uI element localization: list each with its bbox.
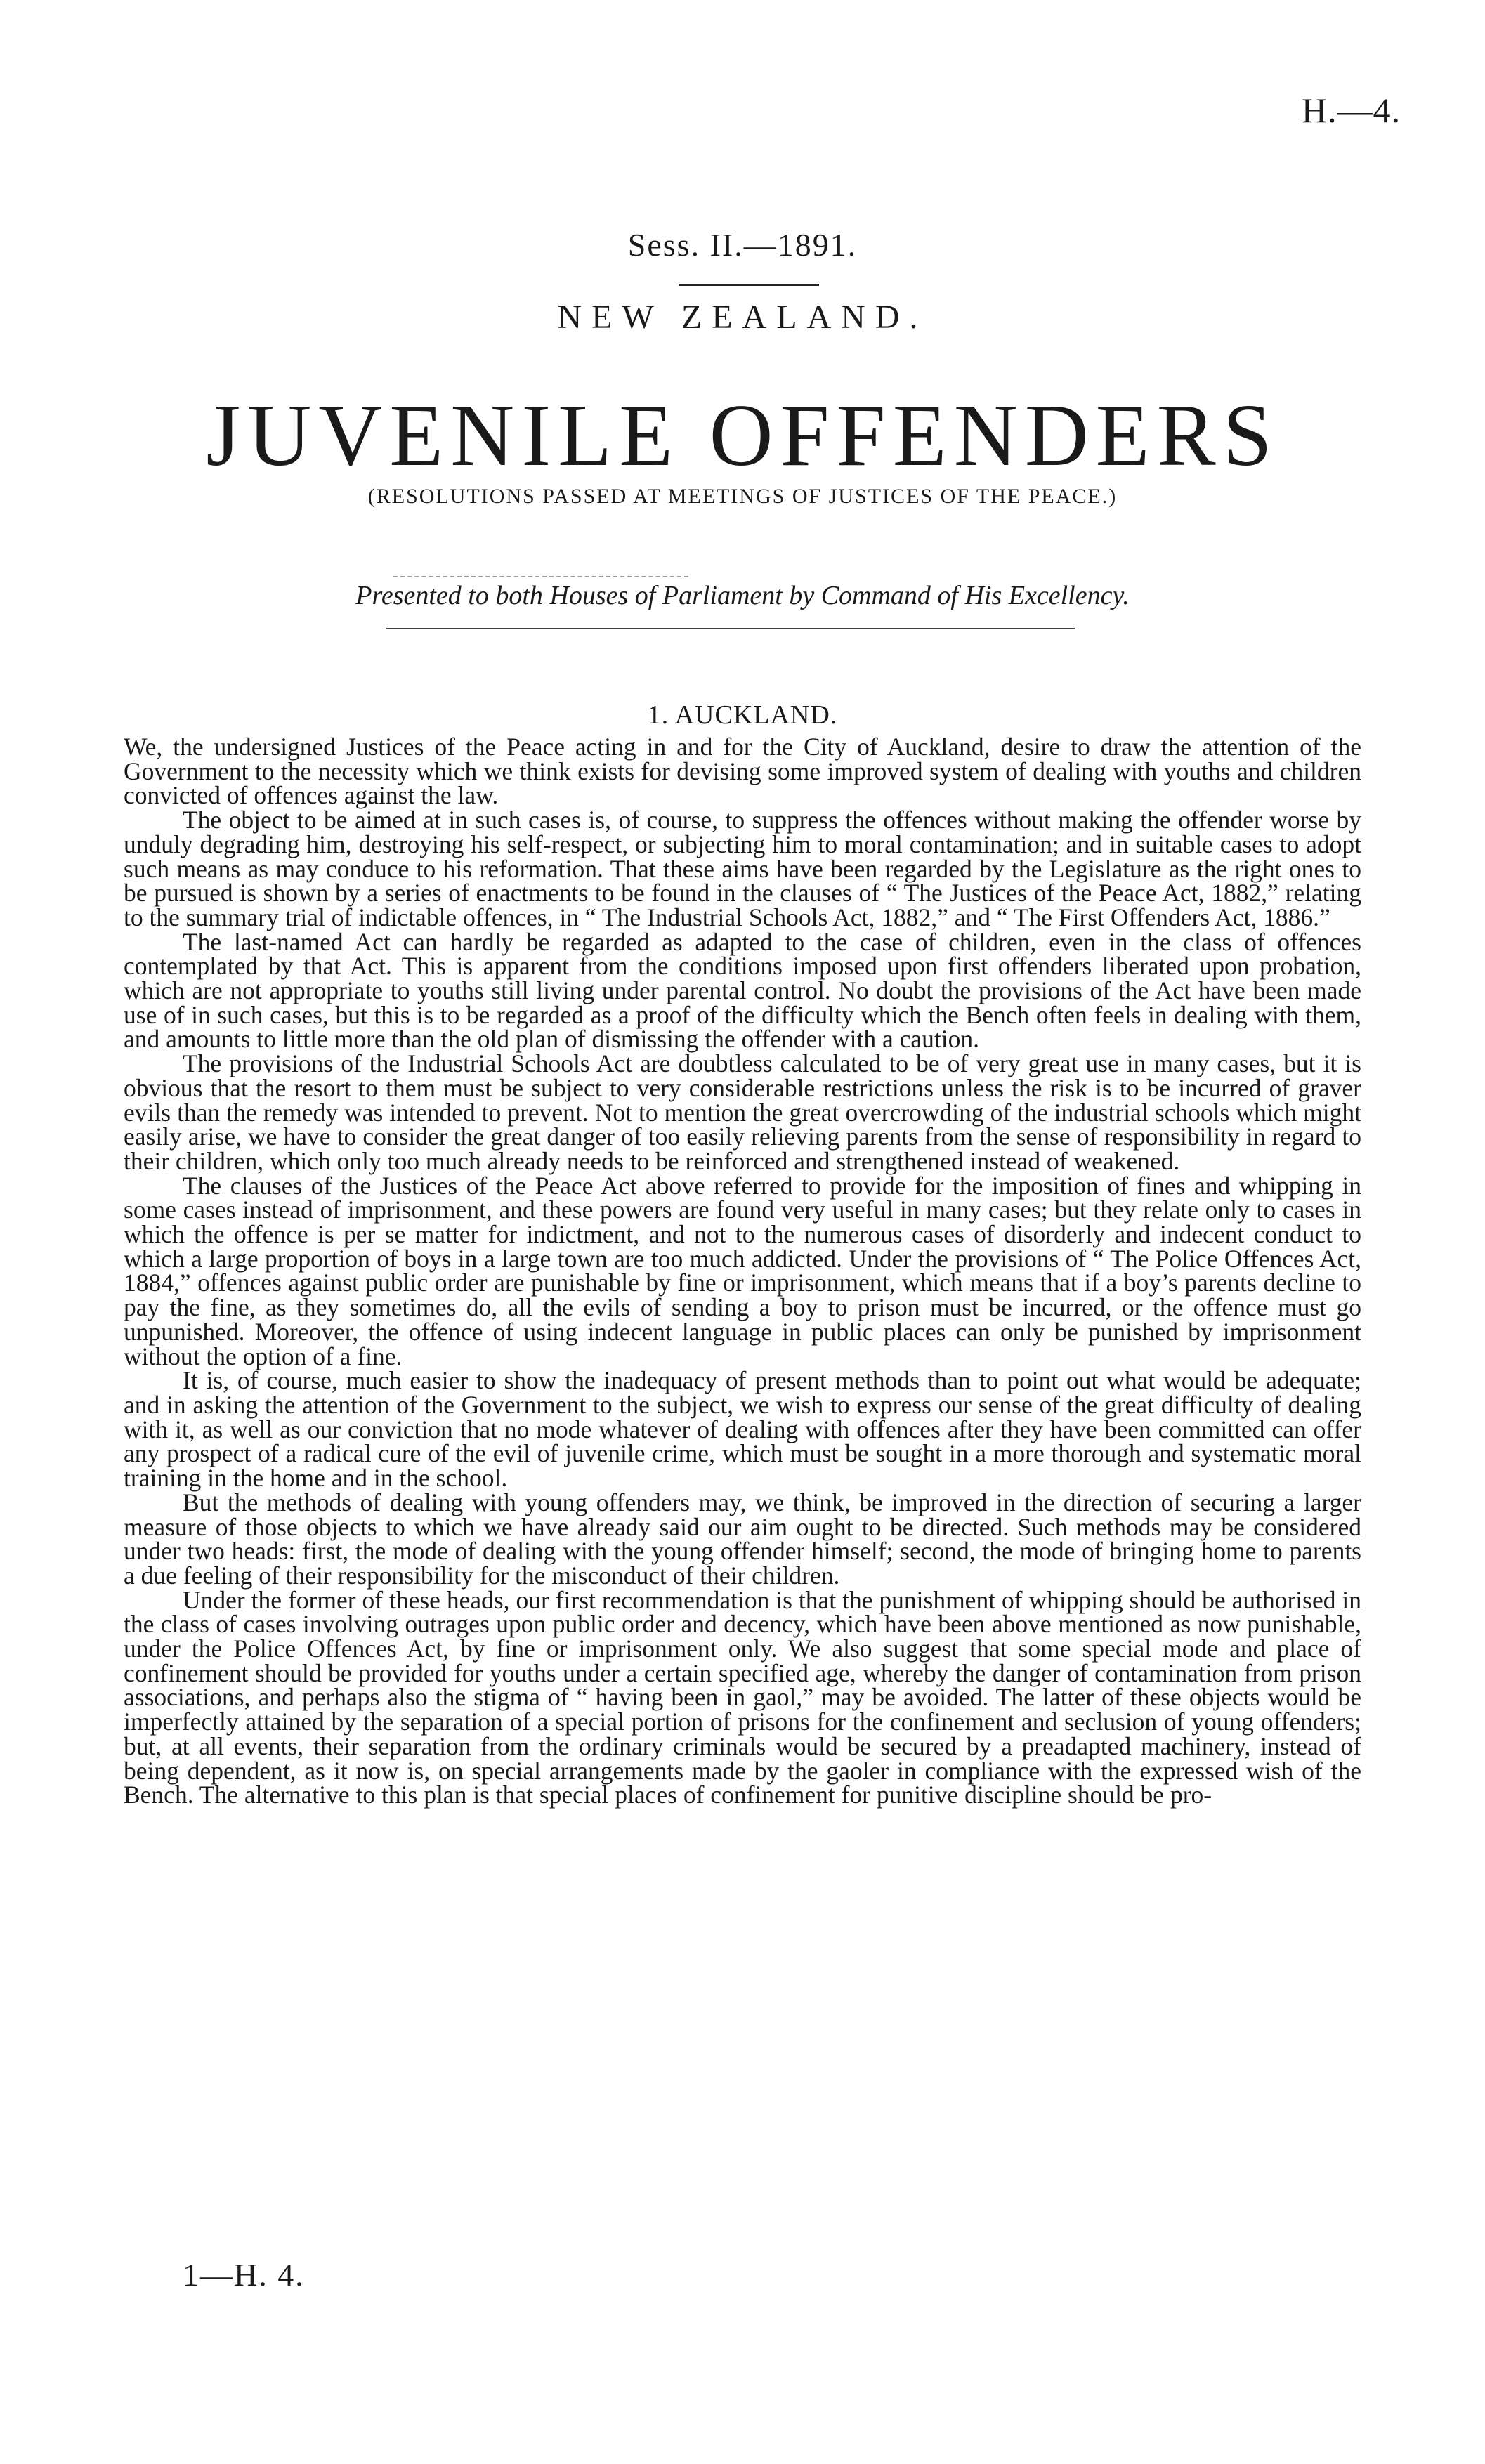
document-subtitle: (RESOLUTIONS PASSED AT MEETINGS OF JUSTICES OF THE PEACE.) [367, 485, 1118, 508]
footer-code: 1—H. 4. [183, 2257, 305, 2293]
paragraph: It is, of course, much easier to show the inadequacy of present methods than to point out what would be adequate; and in asking the attention of the Government to the subject, we wish to express our sense of the great difficulty of dealing with it, as well as our conviction that no mode whatever of dealing with offences after they have been committed can offer any prospect of a radical cure of the evil of juvenile crime, which must be sought in a more thorough and systematic moral training in the home and in the school. [124, 1366, 1361, 1493]
presented-top-divider [393, 576, 688, 577]
paragraph: The object to be aimed at in such cases is, of course, to suppress the offences without making the offender worse by unduly degrading him, destroying his self-respect, or subjecting him to moral contamination; and in suitable cases to adopt such means as may conduce to his reformation. That these aims have been regarded by the Legislature as the right ones to be pursued is shown by a series of enactments to be found in the clauses of “ The Justices of the Peace Act, 1882,” relating to the summary trial of indictable offences, in “ The Industrial Schools Act, 1882,” and “ The First Offenders Act, 1886.” [124, 806, 1361, 931]
presented-line: Presented to both Houses of Parliament by Command of His Excellency. [355, 581, 1130, 610]
country-line: NEW ZEALAND. [557, 299, 928, 336]
paragraph: Under the former of these heads, our first recommendation is that the punishment of whipping should be authorised in the class of cases involving outrages upon public order and decency, which have been above mentioned as now punishable, under the Police Offences Act, by fine or imprisonment only. We also suggest that some special mode and place of confinement should be provided for youths under a certain specified age, whereby the danger of contamination from prison associations, and perhaps also the stigma of “ having been in gaol,” may be avoided. The latter of these objects would be imperfectly attained by the separation of a special portion of prisons for the confinement and seclusion of young offenders; but, at all events, their separation from the ordinary criminals would be secured by a preadapted machinery, instead of being dependent, as it now is, on special arrangements made by the gaoler in compliance with the expressed wish of the Bench. The alternative to this plan is that special places of confinement for punitive discipline should be pro- [124, 1585, 1361, 1809]
document-title: JUVENILE OFFENDERS [206, 387, 1279, 485]
session-line: Sess. II.—1891. [627, 227, 858, 263]
paragraph: We, the undersigned Justices of the Peace acting in and for the City of Auckland, desire to draw the attention of the Government to the necessity which we think exists for devising some improved system of dealing with youths and children convicted of offences against the law. [124, 733, 1361, 810]
page-code: H.—4. [1301, 91, 1401, 130]
paragraph: The provisions of the Industrial Schools Act are doubtless calculated to be of very great use in many cases, but it is obvious that the resort to them must be subject to very considerable restrictions unless the risk is to be incurred of graver evils than the remedy was intended to prevent. Not to mention the great overcrowding of the industrial schools which might easily arise, we have to consider the great danger of too easily relieving parents from the sense of responsibility in regard to their children, which only too much already needs to be reinforced and strengthened instead of weakened. [124, 1049, 1361, 1175]
paragraph: The last-named Act can hardly be regarded as adapted to the case of children, even in the class of offences contemplated by that Act. This is apparent from the conditions imposed upon first offenders liberated upon probation, which are not appropriate to youths still living under parental control. No doubt the provisions of the Act have been made use of in such cases, but this is to be regarded as a proof of the difficulty which the Bench often feels in dealing with them, and amounts to little more than the old plan of dismissing the offender with a caution. [124, 927, 1361, 1054]
section-heading: 1. AUCKLAND. [647, 700, 838, 730]
presented-bottom-divider [386, 628, 1075, 629]
body-text [124, 735, 1361, 1807]
session-divider [679, 284, 819, 286]
paragraph: The clauses of the Justices of the Peace Act above referred to provide for the imposition of fines and whipping in some cases instead of imprisonment, and these powers are found very useful in many cases; but they relate only to cases in which the offence is per se matter for indictment, and not to the numerous cases of disorderly and indecent conduct to which a large proportion of boys in a large town are too much addicted. Under the provisions of “ The Police Offences Act, 1884,” offences against public order are punishable by fine or imprisonment, which means that if a boy’s parents decline to pay the fine, as they sometimes do, all the evils of sending a boy to prison must be incurred, or the offence must go unpunished. Moreover, the offence of using indecent language in public places can only be punished by imprisonment without the option of a fine. [124, 1171, 1361, 1370]
paragraph: But the methods of dealing with young offenders may, we think, be improved in the direction of securing a larger measure of those objects to which we have already said our aim ought to be directed. Such methods may be considered under two heads: first, the mode of dealing with the young offender himself; second, the mode of bringing home to parents a due feeling of their responsibility for the misconduct of their children. [124, 1488, 1361, 1590]
